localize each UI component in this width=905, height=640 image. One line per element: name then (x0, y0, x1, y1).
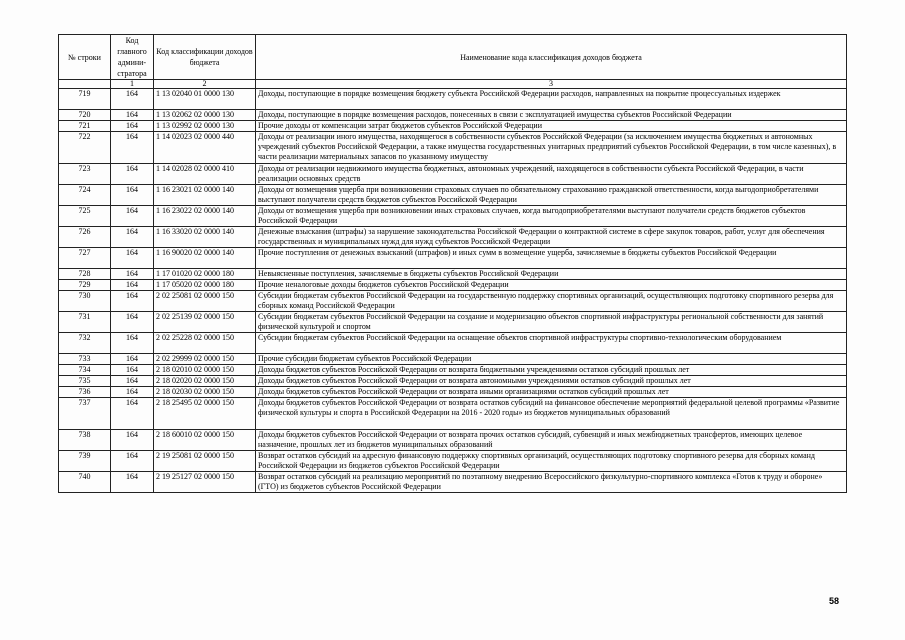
admin-code-cell: 164 (111, 312, 154, 333)
row-number-cell: 725 (59, 206, 111, 227)
code-name-cell: Доходы, поступающие в порядке возмещения бюджету субъекта Российской Федерации расходов, направленных на покрытие процессуальных издержек (256, 89, 847, 110)
table-row (59, 451, 847, 472)
table-row (59, 398, 847, 430)
header-admin-code: Код главного админи-стратора (111, 35, 154, 80)
row-number-cell: 721 (59, 121, 111, 132)
table-row (59, 89, 847, 110)
classification-code-cell: 1 13 02040 01 0000 130 (154, 89, 256, 110)
classification-code-cell: 1 16 23022 02 0000 140 (154, 206, 256, 227)
admin-code-cell: 164 (111, 269, 154, 280)
admin-code-cell: 164 (111, 333, 154, 354)
table-row (59, 269, 847, 280)
table-row (59, 376, 847, 387)
admin-code-cell: 164 (111, 472, 154, 493)
code-name-cell: Доходы бюджетов субъектов Российской Федерации от возврата автономными учреждениями остатков субсидий прошлых лет (256, 376, 847, 387)
table-row (59, 291, 847, 312)
table-row (59, 387, 847, 398)
table-row (59, 312, 847, 333)
table-row (59, 132, 847, 164)
code-name-cell: Доходы от возмещения ущерба при возникновении страховых случаев по обязательному страхованию гражданской ответственности, когда выгодоприобретателями выступают получатели средств бюджетов субъектов Российской Федерации (256, 185, 847, 206)
classification-code-cell: 2 18 02030 02 0000 150 (154, 387, 256, 398)
code-name-cell: Прочие доходы от компенсации затрат бюджетов субъектов Российской Федерации (256, 121, 847, 132)
code-name-cell: Возврат остатков субсидий на реализацию мероприятий по поэтапному внедрению Всероссийского физкультурно-спортивного комплекса «Готов к труду и обороне» (ГТО) из бюджетов субъектов Российской Федерации (256, 472, 847, 493)
row-number-cell: 736 (59, 387, 111, 398)
row-number-cell: 730 (59, 291, 111, 312)
row-number-cell: 723 (59, 164, 111, 185)
admin-code-cell: 164 (111, 248, 154, 269)
admin-code-cell: 164 (111, 227, 154, 248)
row-number-cell: 729 (59, 280, 111, 291)
classification-code-cell: 1 14 02028 02 0000 410 (154, 164, 256, 185)
classification-code-cell: 1 16 90020 02 0000 140 (154, 248, 256, 269)
classification-code-cell: 2 19 25127 02 0000 150 (154, 472, 256, 493)
row-number-cell: 731 (59, 312, 111, 333)
table-body (59, 89, 847, 493)
row-number-cell: 739 (59, 451, 111, 472)
admin-code-cell: 164 (111, 376, 154, 387)
admin-code-cell: 164 (111, 354, 154, 365)
row-number-cell: 719 (59, 89, 111, 110)
code-name-cell: Прочие неналоговые доходы бюджетов субъектов Российской Федерации (256, 280, 847, 291)
code-name-cell: Доходы от реализации недвижимого имущества бюджетных, автономных учреждений, находящегося в собственности субъекта Российской Федерации, в части реализации основных средств (256, 164, 847, 185)
classification-code-cell: 2 02 29999 02 0000 150 (154, 354, 256, 365)
admin-code-cell: 164 (111, 121, 154, 132)
classification-code-cell: 2 19 25081 02 0000 150 (154, 451, 256, 472)
classification-code-cell: 1 14 02023 02 0000 440 (154, 132, 256, 164)
code-name-cell: Доходы бюджетов субъектов Российской Федерации от возврата бюджетными учреждениями остатков субсидий прошлых лет (256, 365, 847, 376)
table-row (59, 280, 847, 291)
code-name-cell: Субсидии бюджетам субъектов Российской Федерации на создание и модернизацию объектов спортивной инфраструктуры региональной собственности для занятий физической культурой и спортом (256, 312, 847, 333)
admin-code-cell: 164 (111, 398, 154, 430)
code-name-cell: Прочие субсидии бюджетам субъектов Российской Федерации (256, 354, 847, 365)
classification-code-cell: 1 13 02062 02 0000 130 (154, 110, 256, 121)
table-row (59, 185, 847, 206)
code-name-cell: Доходы, поступающие в порядке возмещения расходов, понесенных в связи с эксплуатацией имущества субъектов Российской Федерации (256, 110, 847, 121)
column-number-1: 1 (111, 80, 154, 89)
admin-code-cell: 164 (111, 430, 154, 451)
column-numbers-row (59, 80, 847, 89)
table-row (59, 248, 847, 269)
classification-code-cell: 1 17 05020 02 0000 180 (154, 280, 256, 291)
code-name-cell: Субсидии бюджетам субъектов Российской Федерации на государственную поддержку спортивных организаций, осуществляющих подготовку спортивного резерва для сборных команд Российской Федерации (256, 291, 847, 312)
header-code-name: Наименование кода классификация доходов бюджета (256, 35, 847, 80)
code-name-cell: Доходы от возмещения ущерба при возникновении иных страховых случаев, когда выгодоприобретателями выступают получатели средств бюджетов субъектов Российской Федерации (256, 206, 847, 227)
classification-code-cell: 2 18 02020 02 0000 150 (154, 376, 256, 387)
table-row (59, 365, 847, 376)
classification-code-cell: 2 18 60010 02 0000 150 (154, 430, 256, 451)
code-name-cell: Доходы бюджетов субъектов Российской Федерации от возврата остатков субсидий на финансовое обеспечение мероприятий федеральной целевой программы «Развитие физической культуры и спорта в Российской Федерации на 2016 - 2020 годы» из бюджетов муниципальных образований (256, 398, 847, 430)
admin-code-cell: 164 (111, 132, 154, 164)
table-row (59, 227, 847, 248)
admin-code-cell: 164 (111, 387, 154, 398)
row-number-cell: 728 (59, 269, 111, 280)
code-name-cell: Возврат остатков субсидий на адресную финансовую поддержку спортивных организаций, осуществляющих подготовку спортивного резерва для сборных команд Российской Федерации из бюджетов субъектов Российской Федерации (256, 451, 847, 472)
table-row (59, 121, 847, 132)
code-name-cell: Субсидии бюджетам субъектов Российской Федерации на оснащение объектов спортивной инфраструктуры спортивно-технологическим оборудованием (256, 333, 847, 354)
admin-code-cell: 164 (111, 291, 154, 312)
classification-code-cell: 1 13 02992 02 0000 130 (154, 121, 256, 132)
classification-code-cell: 2 18 25495 02 0000 150 (154, 398, 256, 430)
header-classification-code: Код классификации доходов бюджета (154, 35, 256, 80)
code-name-cell: Доходы от реализации иного имущества, находящегося в собственности субъектов Российской Федерации (за исключением имущества бюджетных и автономных учреждений субъектов Российской Федерации, а также имущества государственных унитарных предприятий субъектов Российской Федерации, в том числе казенных), в части реализации материальных запасов по указанному имуществу (256, 132, 847, 164)
row-number-cell: 737 (59, 398, 111, 430)
code-name-cell: Денежные взыскания (штрафы) за нарушение законодательства Российской Федерации о контрактной системе в сфере закупок товаров, работ, услуг для обеспечения государственных и муниципальных нужд для нужд субъектов Российской Федерации (256, 227, 847, 248)
admin-code-cell: 164 (111, 280, 154, 291)
row-number-cell: 720 (59, 110, 111, 121)
classification-code-cell: 1 16 23021 02 0000 140 (154, 185, 256, 206)
classification-code-cell: 2 02 25081 02 0000 150 (154, 291, 256, 312)
column-number-3: 3 (256, 80, 847, 89)
classification-code-cell: 1 17 01020 02 0000 180 (154, 269, 256, 280)
table-row (59, 472, 847, 493)
column-number-blank (59, 80, 111, 89)
row-number-cell: 722 (59, 132, 111, 164)
table-row (59, 333, 847, 354)
column-number-2: 2 (154, 80, 256, 89)
table-row (59, 354, 847, 365)
header-row-number: № строки (59, 35, 111, 80)
admin-code-cell: 164 (111, 365, 154, 376)
table-row (59, 110, 847, 121)
classification-code-cell: 1 16 33020 02 0000 140 (154, 227, 256, 248)
code-name-cell: Доходы бюджетов субъектов Российской Федерации от возврата иными организациями остатков субсидий прошлых лет (256, 387, 847, 398)
row-number-cell: 733 (59, 354, 111, 365)
table-row (59, 430, 847, 451)
admin-code-cell: 164 (111, 89, 154, 110)
admin-code-cell: 164 (111, 110, 154, 121)
classification-code-cell: 2 18 02010 02 0000 150 (154, 365, 256, 376)
row-number-cell: 734 (59, 365, 111, 376)
code-name-cell: Прочие поступления от денежных взысканий (штрафов) и иных сумм в возмещение ущерба, зачисляемые в бюджеты субъектов Российской Федерации (256, 248, 847, 269)
row-number-cell: 732 (59, 333, 111, 354)
budget-classification-table (58, 34, 847, 493)
admin-code-cell: 164 (111, 185, 154, 206)
admin-code-cell: 164 (111, 206, 154, 227)
row-number-cell: 740 (59, 472, 111, 493)
page-number: 58 (829, 596, 840, 606)
admin-code-cell: 164 (111, 164, 154, 185)
row-number-cell: 738 (59, 430, 111, 451)
admin-code-cell: 164 (111, 451, 154, 472)
row-number-cell: 735 (59, 376, 111, 387)
table-header-row (59, 35, 847, 80)
table-row (59, 206, 847, 227)
row-number-cell: 724 (59, 185, 111, 206)
code-name-cell: Невыясненные поступления, зачисляемые в бюджеты субъектов Российской Федерации (256, 269, 847, 280)
row-number-cell: 727 (59, 248, 111, 269)
code-name-cell: Доходы бюджетов субъектов Российской Федерации от возврата прочих остатков субсидий, субвенций и иных межбюджетных трансфертов, имеющих целевое назначение, прошлых лет из бюджетов муниципальных образований (256, 430, 847, 451)
table-row (59, 164, 847, 185)
row-number-cell: 726 (59, 227, 111, 248)
classification-code-cell: 2 02 25139 02 0000 150 (154, 312, 256, 333)
classification-code-cell: 2 02 25228 02 0000 150 (154, 333, 256, 354)
